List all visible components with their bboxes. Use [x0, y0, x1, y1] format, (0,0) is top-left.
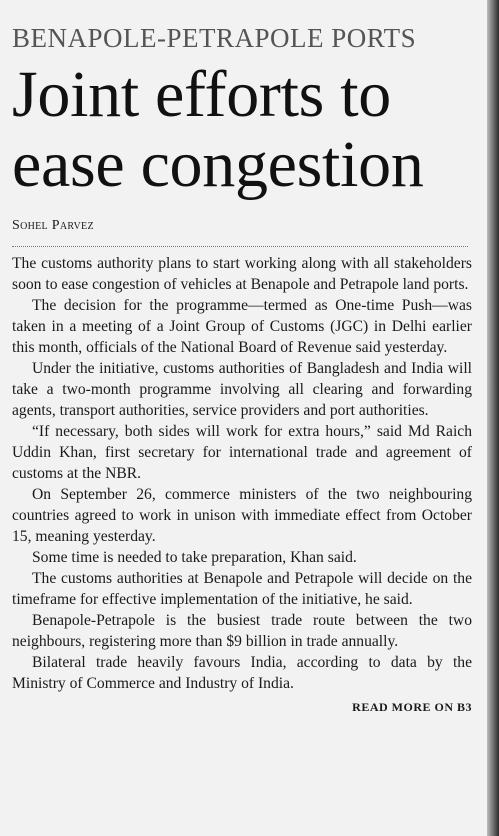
article-paragraph: On September 26, commerce ministers of the two neighbouring countries agreed to work in unison with immediate effect from October 15, meaning yesterday. — [12, 486, 472, 545]
article-paragraph: The customs authority plans to start working along with all stakeholders soon to ease congestion of vehicles at Benapole and Petrapole land ports. — [12, 255, 472, 293]
article-paragraph: The decision for the programme—termed as One-time Push—was taken in a meeting of a Joint Group of Customs (JGC) in Delhi earlier this month, officials of the National Board of Revenue said yesterday. — [12, 297, 472, 356]
article-paragraph: Under the initiative, customs authorities of Bangladesh and India will take a two-month programme involving all clearing and forwarding agents, transport authorities, service providers and port authorities. — [12, 360, 472, 419]
article-paragraph: “If necessary, both sides will work for extra hours,” said Md Raich Uddin Khan, first secretary for international trade and agreement of customs at the NBR. — [12, 423, 472, 482]
news-article — [12, 0, 472, 715]
article-paragraph: The customs authorities at Benapole and Petrapole will decide on the timeframe for effective implementation of the initiative, he said. — [12, 570, 472, 608]
article-body — [12, 253, 472, 694]
byline-divider — [12, 246, 468, 247]
article-paragraph: Bilateral trade heavily favours India, according to data by the Ministry of Commerce and Industry of India. — [12, 654, 472, 692]
article-paragraph: Some time is needed to take preparation, Khan said. — [32, 549, 357, 566]
page-edge-shadow — [487, 0, 499, 836]
article-byline: Sohel Parvez — [12, 218, 94, 233]
article-headline: Joint efforts to ease congestion — [12, 58, 424, 201]
read-more-link[interactable]: READ MORE ON B3 — [352, 700, 472, 714]
article-paragraph: Benapole-Petrapole is the busiest trade route between the two neighbours, registering more than $9 billion in trade annually. — [12, 612, 472, 650]
article-kicker: BENAPOLE-PETRAPOLE PORTS — [12, 23, 417, 53]
